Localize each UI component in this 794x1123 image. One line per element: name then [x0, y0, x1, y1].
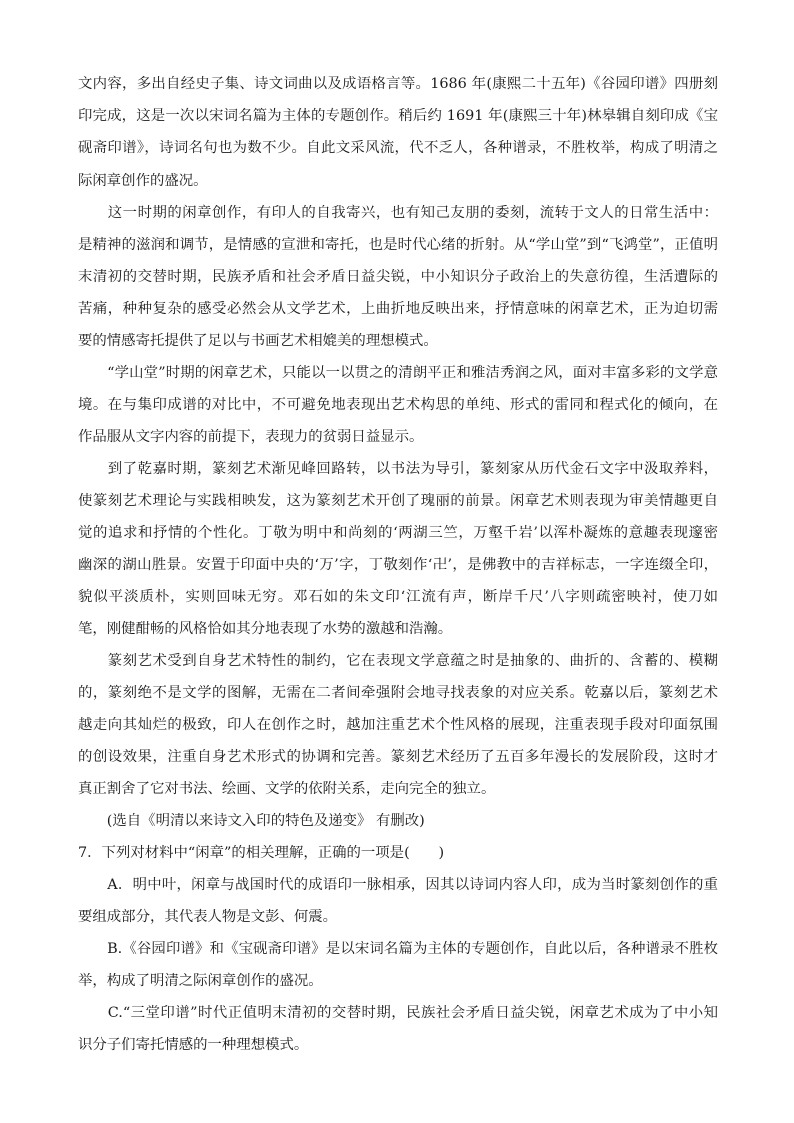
option-b-line: B.《谷园印谱》和《宝砚斋印谱》是以宋词名篇为主体的专题创作，自此以后，各种谱录不胜枚 [78, 941, 718, 957]
para-5-line: 真正割舍了它对书法、绘画、文学的依附关系，走向完全的独立。 [78, 781, 496, 797]
para-5-line: 的创设效果，注重自身艺术形式的协调和完善。篆刻艺术经历了五百多年漫长的发展阶段，这时才 [78, 749, 718, 765]
para-1-line: 印完成，这是一次以宋词名篇为主体的专题创作。稍后约 1691 年(康熙三十年)林皋辑自刻印成《宝 [78, 108, 718, 124]
option-a-line: A．明中叶，闲章与战国时代的成语印一脉相承，因其以诗词内容人印，成为当时篆刻创作的重 [78, 877, 718, 893]
para-2-line: 末清初的交替时期，民族矛盾和社会矛盾日益尖锐，中小知识分子政治上的失意彷徨，生活遭际的 [78, 269, 718, 285]
question-7-stem: 7．下列对材料中“闲章”的相关理解，正确的一项是( ) [78, 845, 445, 861]
para-4-line: 到了乾嘉时期，篆刻艺术渐见峰回路转，以书法为导引，篆刻家从历代金石文字中汲取养料， [78, 461, 718, 477]
para-3-line: “学山堂”时期的闲章艺术，只能以一以贯之的清朗平正和雅洁秀润之风，面对丰富多彩的文学意 [78, 365, 718, 381]
source-citation: (选自《明清以来诗文入印的特色及递变》 有删改) [78, 813, 425, 829]
option-b-line: 举，构成了明清之际闲章创作的盛况。 [78, 973, 323, 989]
para-5-line: 的，篆刻绝不是文学的图解，无需在二者间牵强附会地寻找表象的对应关系。乾嘉以后，篆刻艺术 [78, 685, 718, 701]
para-2-line: 是精神的滋润和调节，是情感的宣泄和寄托，也是时代心绪的折射。从“学山堂”到“飞鸿堂”，正值明 [78, 237, 718, 253]
para-3-line: 作品服从文字内容的前提下，表现力的贫弱日益显示。 [78, 429, 424, 445]
para-4-line: 笔，刚健酣畅的风格恰如其分地表现了水势的激越和浩瀚。 [78, 621, 453, 637]
para-3-line: 境。在与集印成谱的对比中，不可避免地表现出艺术构思的单纯、形式的雷同和程式化的倾向，在 [78, 397, 718, 413]
para-4-line: 貌似平淡质朴，实则回味无穷。邓石如的朱文印‘江流有声，断岸千尺’八字则疏密映衬，使刀如 [78, 589, 718, 605]
para-1-line: 文内容，多出自经史子集、诗文词曲以及成语格言等。1686 年(康熙二十五年)《谷园印谱》四册刻 [78, 76, 718, 92]
para-2-line: 苦痛，种种复杂的感受必然会从文学艺术，上曲折地反映出来，抒情意味的闲章艺术，正为迫切需 [78, 301, 718, 317]
para-4-line: 使篆刻艺术理论与实践相映发，这为篆刻艺术开创了瑰丽的前景。闲章艺术则表现为审美情趣更自 [78, 493, 718, 509]
para-5-line: 篆刻艺术受到自身艺术特性的制约，它在表现文学意蕴之时是抽象的、曲折的、含蓄的、模糊 [78, 653, 718, 669]
option-a-line: 要组成部分，其代表人物是文彭、何震。 [78, 909, 338, 925]
para-5-line: 越走向其灿烂的极致，印人在创作之时，越加注重艺术个性风格的展现，注重表现手段对印面氛围 [78, 717, 718, 733]
option-c-line: 识分子们寄托情感的一种理想模式。 [78, 1037, 309, 1053]
para-1-line: 砚斋印谱》，诗词名句也为数不少。自此文采风流，代不乏人，各种谱录，不胜枚举，构成了明清之 [78, 140, 718, 156]
para-2-line: 要的情感寄托提供了足以与书画艺术相媲美的理想模式。 [78, 333, 438, 349]
para-2-line: 这一时期的闲章创作，有印人的自我寄兴，也有知己友朋的委刻，流转于文人的日常生活中： [78, 205, 718, 221]
para-1-line: 际闲章创作的盛况。 [78, 173, 208, 189]
para-4-line: 觉的追求和抒情的个性化。丁敬为明中和尚刻的‘两湖三竺，万壑千岩’以浑朴凝炼的意趣表现邃密 [78, 525, 718, 541]
para-4-line: 幽深的湖山胜景。安置于印面中央的‘万’字，丁敬刻作‘卍’，是佛教中的吉祥标志，一字连缀全印， [78, 557, 718, 573]
option-c-line: C.“三堂印谱”时代正值明末清初的交替时期，民族社会矛盾日益尖锐，闲章艺术成为了中小知 [78, 1005, 718, 1021]
